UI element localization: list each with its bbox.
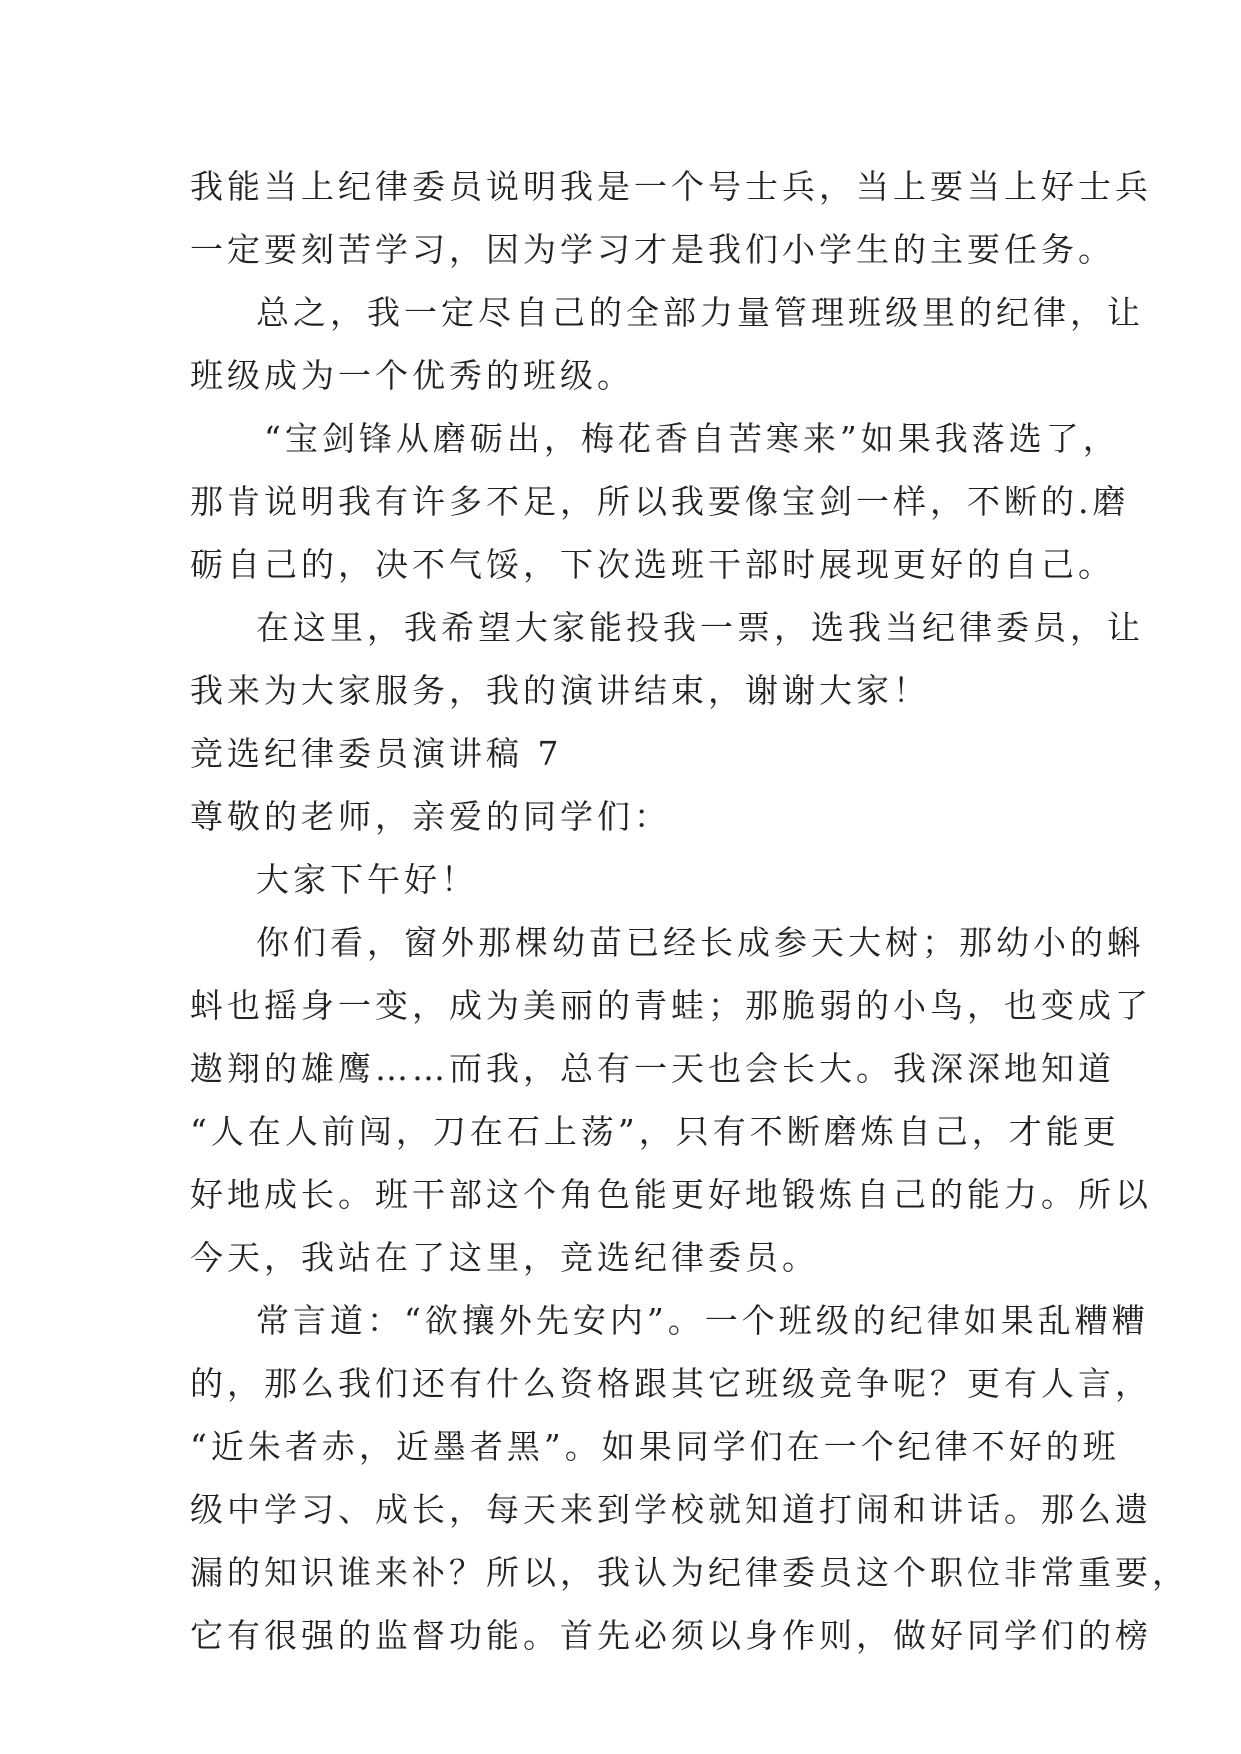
text-line: “近朱者赤，近墨者黑”。如果同学们在一个纪律不好的班 [190,1427,1120,1466]
document-body [190,155,1189,1667]
text-line: 的，那么我们还有什么资格跟其它班级竞争呢？更有人言， [190,1364,1152,1403]
text-line: 我来为大家服务，我的演讲结束，谢谢大家！ [190,671,930,710]
quote-paragraph-start-line: “宝剑锋从磨砺出，梅花香自苦寒来”如果我落选了， [264,419,1120,458]
paragraph-start-line: 你们看，窗外那棵幼苗已经长成参天大树；那幼小的蝌 [256,923,1144,962]
text-line: 好地成长。班干部这个角色能更好地锻炼自己的能力。所以 [190,1175,1152,1214]
section-heading: 竞选纪律委员演讲稿 7 [190,734,563,773]
paragraph-start-line: 在这里，我希望大家能投我一票，选我当纪律委员，让 [256,608,1144,647]
text-line: 漏的知识谁来补？所以，我认为纪律委员这个职位非常重要， [190,1553,1189,1592]
text-line: 级中学习、成长，每天来到学校就知道打闹和讲话。那么遗 [190,1490,1152,1529]
salutation-line: 尊敬的老师，亲爱的同学们： [190,797,671,836]
text-line: 一定要刻苦学习，因为学习才是我们小学生的主要任务。 [190,230,1115,269]
text-line: 那肯说明我有许多不足，所以我要像宝剑一样，不断的.磨 [190,482,1130,521]
greeting-line: 大家下午好！ [256,860,478,899]
paragraph-start-line: 总之，我一定尽自己的全部力量管理班级里的纪律，让 [256,293,1144,332]
text-line: “人在人前闯，刀在石上荡”，只有不断磨炼自己，才能更 [190,1112,1120,1151]
text-line: 班级成为一个优秀的班级。 [190,356,634,395]
text-line: 蚪也摇身一变，成为美丽的青蛙；那脆弱的小鸟，也变成了 [190,986,1152,1025]
text-line: 我能当上纪律委员说明我是一个号士兵，当上要当上好士兵 [190,167,1152,206]
text-line: 今天，我站在了这里，竞选纪律委员。 [190,1238,819,1277]
text-line: 它有很强的监督功能。首先必须以身作则，做好同学们的榜 [190,1616,1152,1655]
text-line: 砺自己的，决不气馁，下次选班干部时展现更好的自己。 [190,545,1115,584]
text-line: 遨翔的雄鹰……而我，总有一天也会长大。我深深地知道 [190,1049,1115,1088]
paragraph-start-line: 常言道：“欲攘外先安内”。一个班级的纪律如果乱糟糟 [256,1301,1149,1340]
